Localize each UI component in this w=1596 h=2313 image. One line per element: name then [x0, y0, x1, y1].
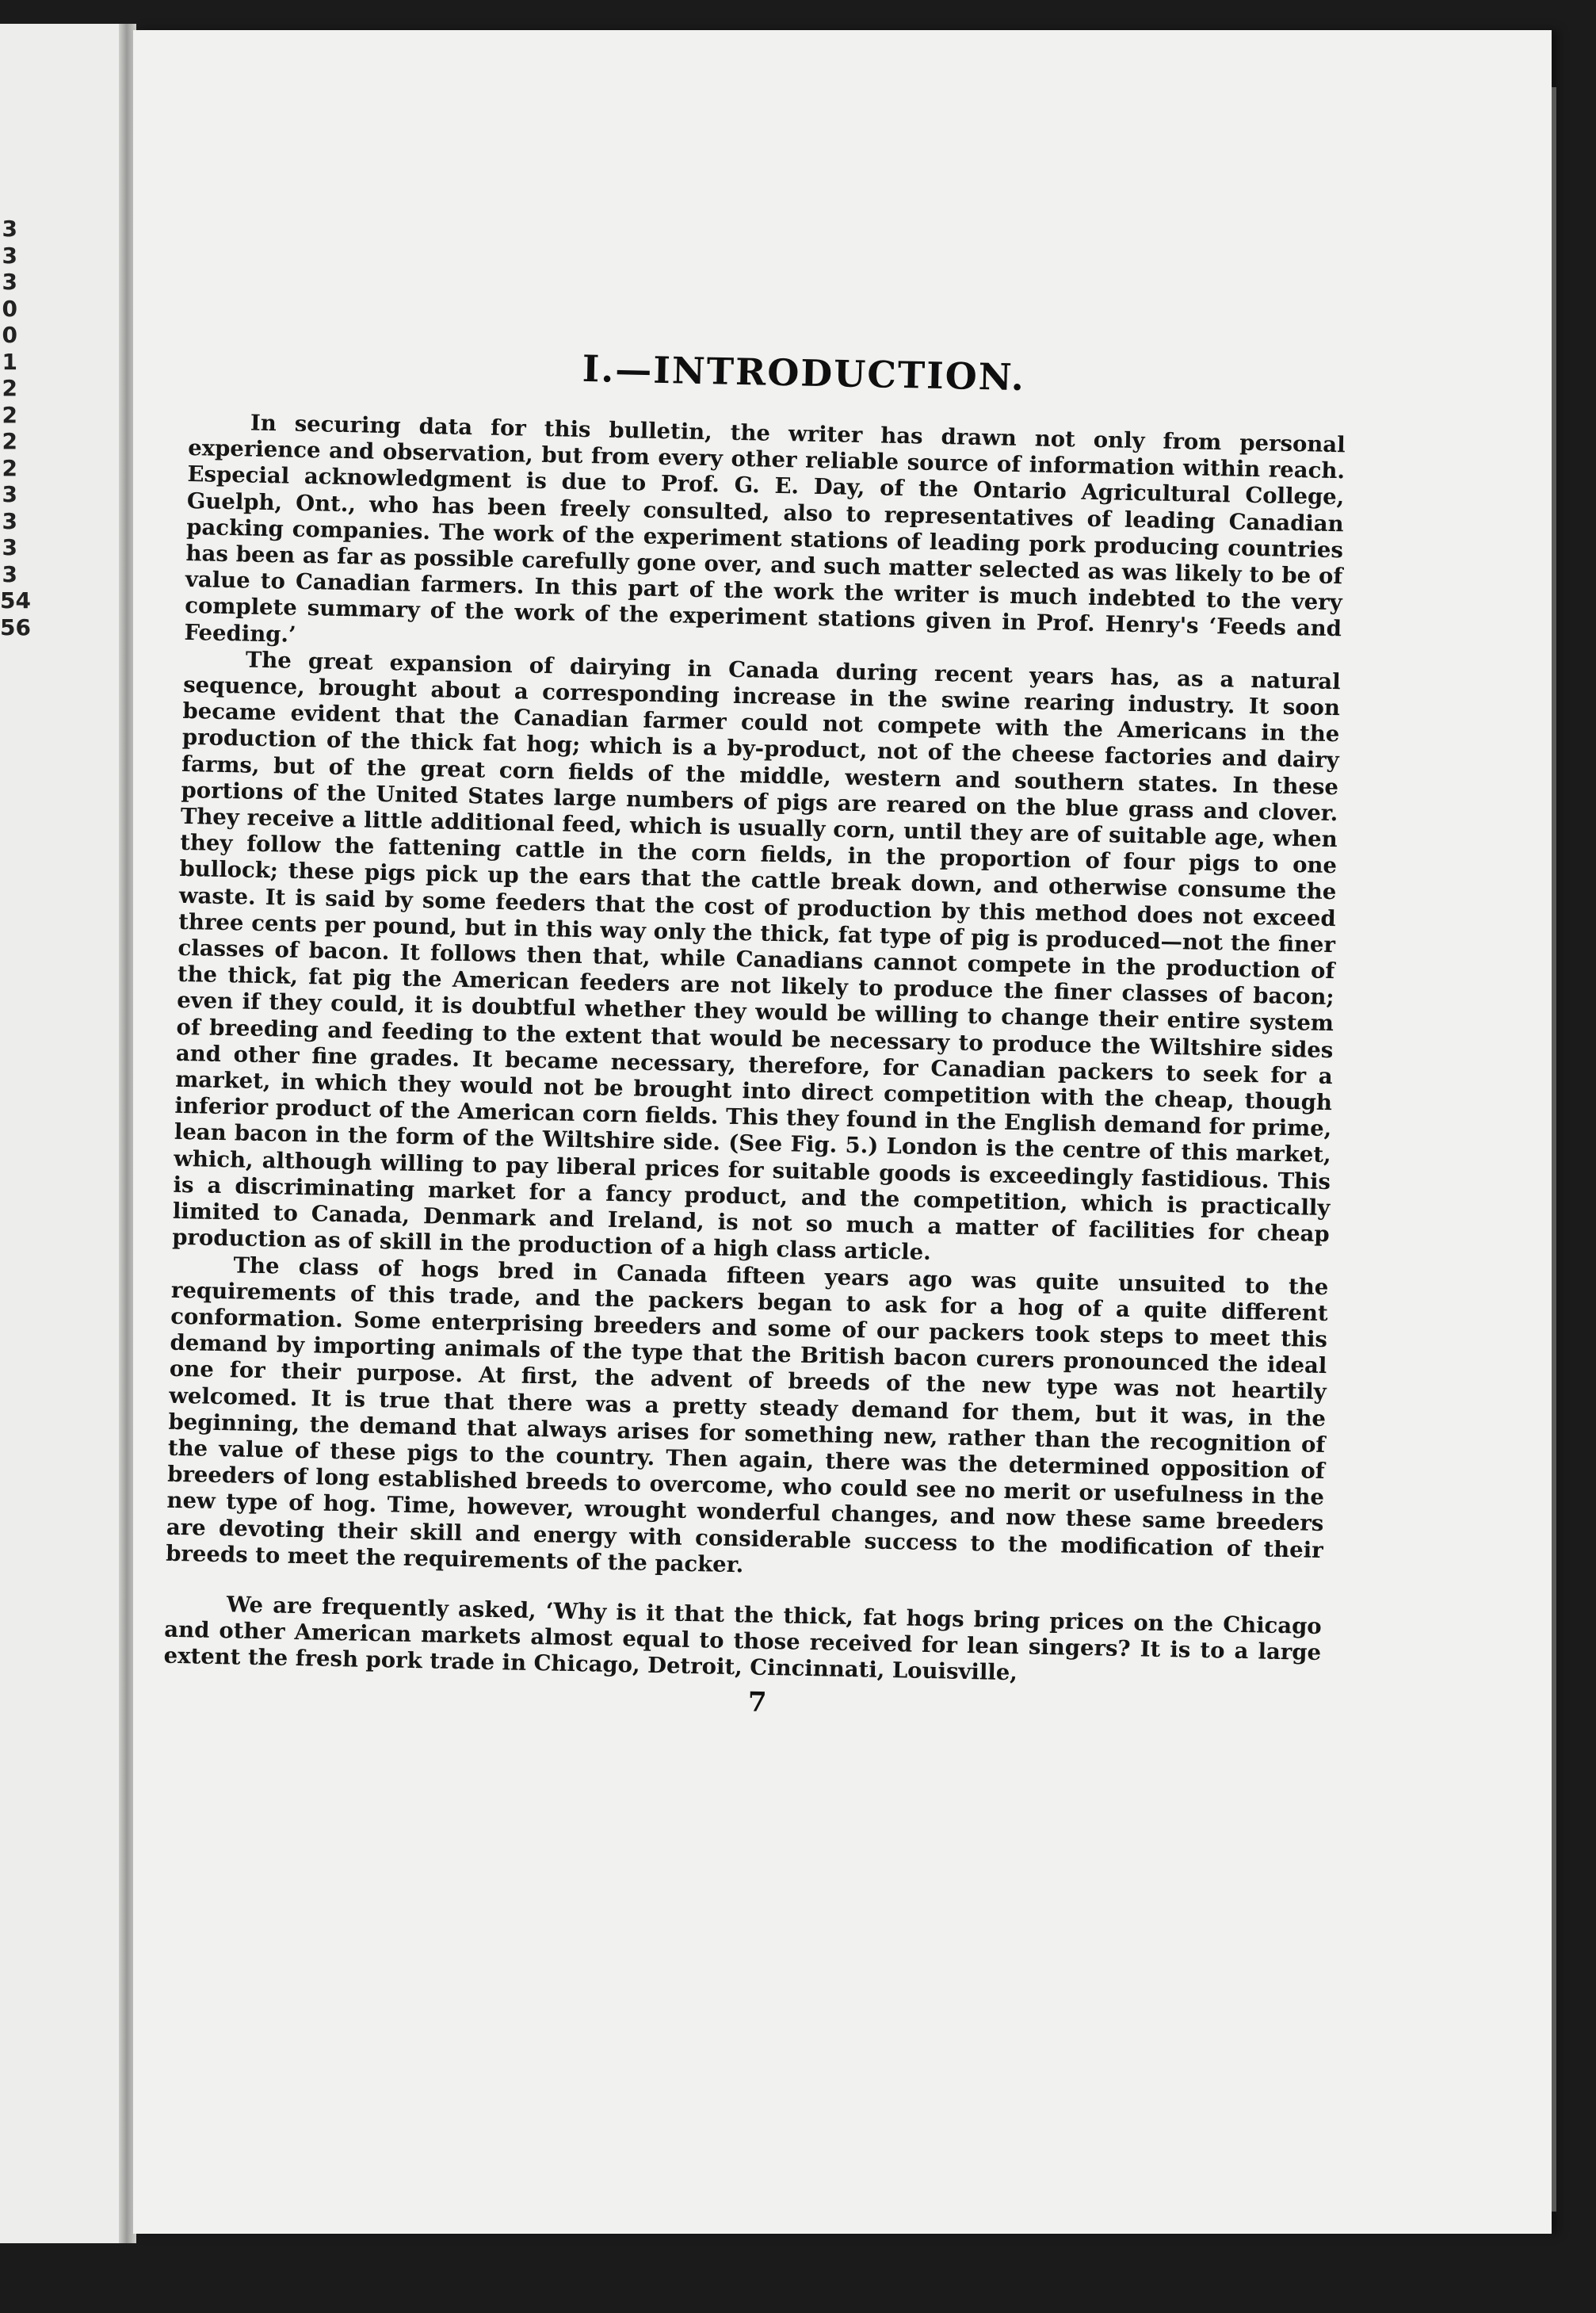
margin-number: 3	[2, 534, 17, 560]
margin-number: 2	[2, 454, 17, 481]
margin-number: 3	[2, 481, 17, 507]
paragraph: We are frequently asked, ‘Why is it that the thick, fat hogs bring prices on the Chicago and other American markets almost equal to those received for lean singers? It is to a large extent the fresh pork trade in Chicago, Detroit, Cincinnati, Louisville,	[163, 1592, 1323, 1686]
paragraph: In securing data for this bulletin, the writer has drawn not only from personal experience and observation, but from every other reliable source of information within reach. Especial acknowledgment is due to Prof. G. E. Day, of the Ontario Agricultural College, Guelph, Ont., who has been freely consulted, also to representatives of leading Canadian packing companies. The work of the experiment stations of leading pork producing countries has been as far as possible carefully gone over, and such matter selected as was likely to be of value to Canadian farmers. In this part of the work the writer is much indebted to the very complete summary of the work of the experiment stations given in Prof. Henry's ‘Feeds and Feeding.’	[184, 410, 1346, 648]
margin-number: 54	[0, 587, 31, 614]
margin-number: 3	[2, 560, 17, 587]
margin-number: 56	[0, 614, 31, 640]
margin-number: 3	[2, 216, 17, 242]
margin-number: 0	[2, 322, 17, 348]
book-page	[133, 30, 1552, 2234]
margin-number: 3	[2, 507, 17, 534]
margin-number: 2	[2, 428, 17, 454]
paragraph: The great expansion of dairying in Canada during recent years has, as a natural sequence, brought about a corresponding increase in the swine rearing industry. It soon became evident that the Canadian farmer could not compete with the Americans in the production of the thick fat hog; which is a by-product, not of the cheese factories and dairy farms, but of the great corn fields of the middle, western and southern states. In these portions of the United States large numbers of pigs are reared on the blue grass and clover. They receive a little additional feed, which is usually corn, until they are of suitable age, when they follow the fattening cattle in the corn fields, in the proportion of four pigs to one bullock; these pigs pick up the ears that the cattle break down, and otherwise consume the waste. It is said by some feeders that the cost of production by this method does not exceed three cents per pound, but in this way only the thick, fat type of pig is produced—not the finer classes of bacon. It follows then that, while Canadians cannot compete in the production of the thick, fat pig the American feeders are not likely to produce the finer classes of bacon; even if they could, it is doubtful whether they would be willing to change their entire system of breeding and feeding to the extent that would be necessary to produce the Wiltshire sides and other fine grades. It became necessary, therefore, for Canadian packers to seek for a market, in which they would not be brought into direct competition with the cheap, though inferior product of the American corn fields. This they found in the English demand for prime, lean bacon in the form of the Wiltshire side. (See Fig. 5.) London is the centre of this market, which, although willing to pay liberal prices for suitable goods is exceedingly fastidious. This is a discriminating market for a fancy product, and the competition, which is practically limited to Canada, Denmark and Ireland, is not so much a matter of facilities for cheap production as of skill in the production of a high class article.	[171, 647, 1341, 1266]
facing-page	[0, 24, 131, 2243]
paragraph: The class of hogs bred in Canada fifteen years ago was quite unsuited to the requirements of this trade, and the packers began to ask for a hog of a quite different conformation. Some enterprising breeders and some of our packers took steps to meet this demand by importing animals of the type that the British bacon curers pronounced the ideal one for their purpose. At first, the advent of breeds of the new type was not heartily welcomed. It is true that there was a pretty steady demand for them, but it was, in the beginning, the demand that always arises for something new, rather than the recognition of the value of these pigs to the country. Then again, there was the determined opposition of breeders of long established breeds to overcome, who could see no merit or usefulness in the new type of hog. Time, however, wrought wonderful changes, and now these same breeders are devoting their skill and energy with considerable success to the modification of their breeds to meet the requirements of the packer.	[165, 1252, 1329, 1578]
facing-page-margin-numbers	[0, 216, 31, 640]
margin-number: 3	[2, 269, 17, 295]
margin-number: 1	[2, 348, 17, 375]
page-number: 7	[747, 1686, 767, 1719]
page-content	[162, 339, 1346, 1730]
margin-number: 0	[2, 295, 17, 322]
margin-number: 2	[2, 401, 17, 428]
section-heading: I.—INTRODUCTION.	[582, 346, 1026, 400]
margin-number: 2	[2, 375, 17, 401]
margin-number: 3	[2, 242, 17, 269]
page-edge-shadow	[1552, 87, 1556, 2212]
